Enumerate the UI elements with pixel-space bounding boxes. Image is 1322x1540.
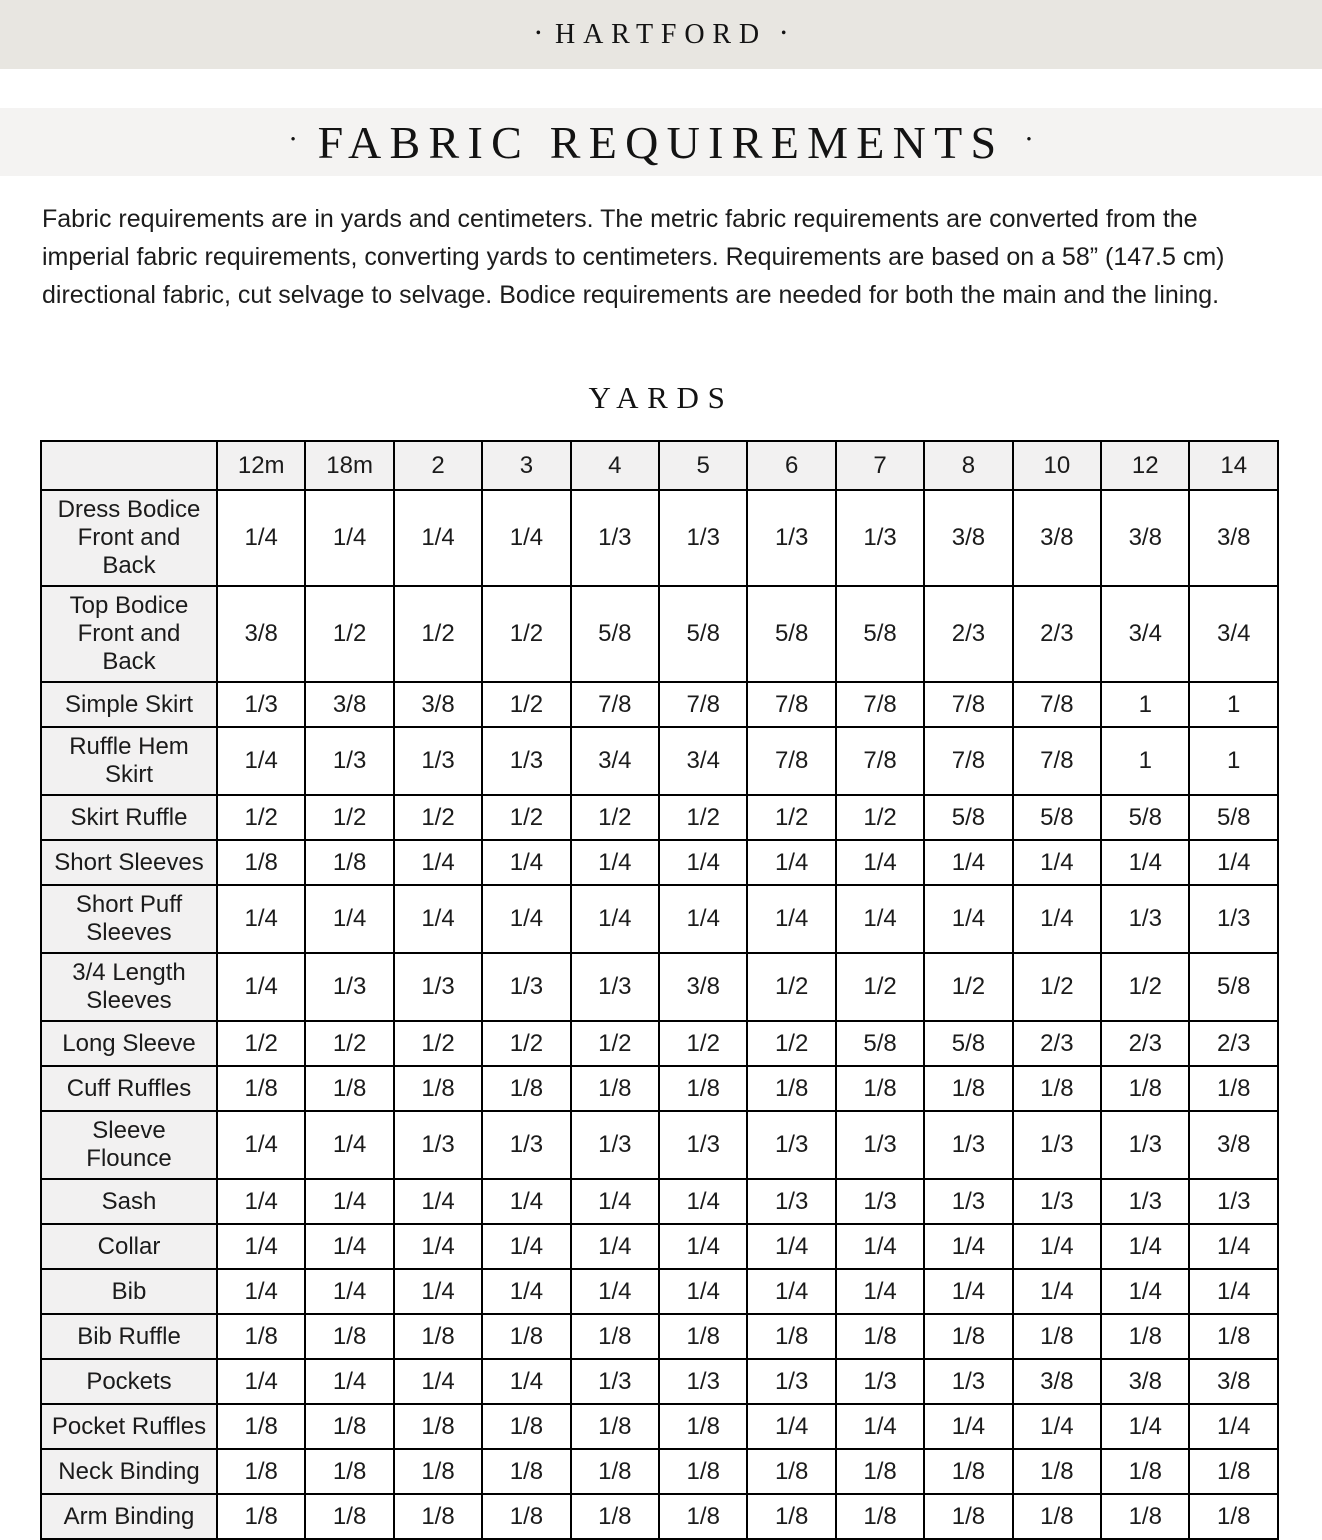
value-cell: 1/4 <box>482 1179 570 1224</box>
row-label-cell: Sleeve Flounce <box>41 1111 217 1179</box>
value-cell: 3/4 <box>1101 586 1189 682</box>
size-header-row <box>41 441 1278 490</box>
value-cell: 1/8 <box>747 1066 835 1111</box>
value-cell: 1/2 <box>482 1021 570 1066</box>
value-cell: 7/8 <box>571 682 659 727</box>
value-cell: 1/2 <box>482 682 570 727</box>
value-cell: 3/8 <box>394 682 482 727</box>
spacer <box>0 69 1322 108</box>
value-cell: 1/2 <box>571 1021 659 1066</box>
value-cell: 1/4 <box>1101 1224 1189 1269</box>
page-title-text: FABRIC REQUIREMENTS <box>317 116 1005 168</box>
value-cell: 1/3 <box>659 1111 747 1179</box>
value-cell: 1/8 <box>1101 1066 1189 1111</box>
value-cell: 1/3 <box>305 953 393 1021</box>
size-header-cell: 12m <box>217 441 305 490</box>
table-row <box>41 586 1278 682</box>
value-cell: 1/2 <box>747 1021 835 1066</box>
brand-name: HARTFORD <box>555 18 767 50</box>
value-cell: 1/2 <box>217 795 305 840</box>
value-cell: 1/8 <box>1189 1494 1278 1539</box>
value-cell: 1/8 <box>394 1066 482 1111</box>
value-cell: 3/8 <box>659 953 747 1021</box>
row-label-cell: Top Bodice Front and Back <box>41 586 217 682</box>
brand-title <box>536 19 787 51</box>
value-cell: 1/4 <box>305 1359 393 1404</box>
value-cell: 1/8 <box>1101 1314 1189 1359</box>
value-cell: 1/4 <box>836 1269 924 1314</box>
value-cell: 7/8 <box>836 727 924 795</box>
value-cell: 1/2 <box>482 586 570 682</box>
fabric-requirements-table <box>40 440 1279 1540</box>
value-cell: 1/8 <box>836 1066 924 1111</box>
value-cell: 1/4 <box>924 1224 1012 1269</box>
table-row <box>41 840 1278 885</box>
value-cell: 5/8 <box>1013 795 1101 840</box>
value-cell: 5/8 <box>836 586 924 682</box>
value-cell: 1/3 <box>836 1359 924 1404</box>
value-cell: 1/8 <box>217 1066 305 1111</box>
value-cell: 1/4 <box>1101 1269 1189 1314</box>
value-cell: 7/8 <box>747 727 835 795</box>
value-cell: 1/8 <box>217 1314 305 1359</box>
value-cell: 1/8 <box>571 1449 659 1494</box>
value-cell: 5/8 <box>1189 953 1278 1021</box>
value-cell: 1/4 <box>305 1269 393 1314</box>
row-label-cell: 3/4 Length Sleeves <box>41 953 217 1021</box>
value-cell: 5/8 <box>1101 795 1189 840</box>
value-cell: 1/8 <box>836 1314 924 1359</box>
value-cell: 1/3 <box>1101 1111 1189 1179</box>
value-cell: 3/4 <box>1189 586 1278 682</box>
value-cell: 7/8 <box>1013 727 1101 795</box>
value-cell: 3/8 <box>1101 490 1189 586</box>
value-cell: 1 <box>1101 682 1189 727</box>
value-cell: 1/2 <box>1101 953 1189 1021</box>
value-cell: 1/2 <box>659 1021 747 1066</box>
value-cell: 1/2 <box>1013 953 1101 1021</box>
value-cell: 1/2 <box>836 795 924 840</box>
value-cell: 1/4 <box>394 1269 482 1314</box>
value-cell: 1/8 <box>747 1449 835 1494</box>
value-cell: 1/4 <box>482 1359 570 1404</box>
value-cell: 1/4 <box>305 1224 393 1269</box>
value-cell: 1/3 <box>1013 1179 1101 1224</box>
value-cell: 1/4 <box>1013 1269 1101 1314</box>
value-cell: 1/2 <box>394 795 482 840</box>
value-cell: 1/4 <box>836 840 924 885</box>
value-cell: 1/4 <box>571 1224 659 1269</box>
value-cell: 1/8 <box>571 1314 659 1359</box>
value-cell: 1/3 <box>924 1179 1012 1224</box>
value-cell: 1/4 <box>482 1224 570 1269</box>
value-cell: 1/3 <box>747 490 835 586</box>
value-cell: 7/8 <box>924 682 1012 727</box>
value-cell: 1/4 <box>1013 1404 1101 1449</box>
value-cell: 1/3 <box>924 1359 1012 1404</box>
value-cell: 3/8 <box>1101 1359 1189 1404</box>
value-cell: 1/4 <box>571 1269 659 1314</box>
bullet-icon: • <box>780 24 787 42</box>
value-cell: 1/4 <box>1189 1224 1278 1269</box>
value-cell: 1/8 <box>1189 1449 1278 1494</box>
value-cell: 1/2 <box>305 795 393 840</box>
value-cell: 3/8 <box>1189 490 1278 586</box>
value-cell: 1/2 <box>482 795 570 840</box>
value-cell: 3/8 <box>1013 1359 1101 1404</box>
value-cell: 1/8 <box>747 1314 835 1359</box>
value-cell: 1/8 <box>394 1449 482 1494</box>
value-cell: 1/8 <box>659 1314 747 1359</box>
value-cell: 1/2 <box>747 795 835 840</box>
table-title: YARDS <box>588 380 734 415</box>
value-cell: 1/8 <box>924 1066 1012 1111</box>
value-cell: 2/3 <box>1189 1021 1278 1066</box>
value-cell: 1/8 <box>394 1494 482 1539</box>
size-header-cell: 5 <box>659 441 747 490</box>
value-cell: 1/3 <box>394 1111 482 1179</box>
value-cell: 1/4 <box>1101 1404 1189 1449</box>
value-cell: 1/8 <box>217 840 305 885</box>
table-row <box>41 1269 1278 1314</box>
table-row <box>41 1066 1278 1111</box>
value-cell: 1/8 <box>924 1449 1012 1494</box>
value-cell: 1/3 <box>747 1179 835 1224</box>
value-cell: 1/8 <box>217 1449 305 1494</box>
row-label-cell: Pockets <box>41 1359 217 1404</box>
value-cell: 1/4 <box>217 727 305 795</box>
value-cell: 7/8 <box>659 682 747 727</box>
value-cell: 1/3 <box>482 727 570 795</box>
value-cell: 1/2 <box>836 953 924 1021</box>
row-label-cell: Sash <box>41 1179 217 1224</box>
row-label-cell: Skirt Ruffle <box>41 795 217 840</box>
value-cell: 3/8 <box>305 682 393 727</box>
value-cell: 3/8 <box>217 586 305 682</box>
value-cell: 1/8 <box>659 1404 747 1449</box>
value-cell: 1/8 <box>571 1066 659 1111</box>
value-cell: 1/3 <box>482 953 570 1021</box>
value-cell: 1/3 <box>836 1111 924 1179</box>
value-cell: 1/8 <box>305 1404 393 1449</box>
value-cell: 1/8 <box>1013 1314 1101 1359</box>
value-cell: 1/4 <box>217 1111 305 1179</box>
value-cell: 1/4 <box>924 885 1012 953</box>
value-cell: 1/4 <box>305 1179 393 1224</box>
value-cell: 1/4 <box>1189 1404 1278 1449</box>
value-cell: 3/4 <box>571 727 659 795</box>
size-header-cell: 2 <box>394 441 482 490</box>
value-cell: 1/8 <box>659 1494 747 1539</box>
value-cell: 1/4 <box>217 1179 305 1224</box>
table-row <box>41 1314 1278 1359</box>
value-cell: 1/8 <box>924 1314 1012 1359</box>
value-cell: 3/8 <box>924 490 1012 586</box>
table-row <box>41 1404 1278 1449</box>
fabric-requirements-table-wrap <box>40 440 1282 1540</box>
value-cell: 1/3 <box>1189 1179 1278 1224</box>
value-cell: 1/3 <box>924 1111 1012 1179</box>
row-label-cell: Pocket Ruffles <box>41 1404 217 1449</box>
value-cell: 1/2 <box>217 1021 305 1066</box>
value-cell: 1/4 <box>394 1224 482 1269</box>
value-cell: 1/3 <box>571 1359 659 1404</box>
table-row <box>41 795 1278 840</box>
row-label-cell: Short Sleeves <box>41 840 217 885</box>
value-cell: 1/8 <box>482 1449 570 1494</box>
table-row <box>41 490 1278 586</box>
value-cell: 1/4 <box>217 885 305 953</box>
value-cell: 7/8 <box>747 682 835 727</box>
value-cell: 1/4 <box>571 885 659 953</box>
size-header-cell: 3 <box>482 441 570 490</box>
value-cell: 2/3 <box>1013 1021 1101 1066</box>
value-cell: 1/4 <box>305 1111 393 1179</box>
table-row <box>41 1449 1278 1494</box>
value-cell: 1/8 <box>1013 1066 1101 1111</box>
value-cell: 1 <box>1101 727 1189 795</box>
corner-header-cell <box>41 441 217 490</box>
value-cell: 5/8 <box>571 586 659 682</box>
value-cell: 1/3 <box>394 953 482 1021</box>
value-cell: 2/3 <box>924 586 1012 682</box>
value-cell: 1/4 <box>305 490 393 586</box>
value-cell: 1/4 <box>747 1404 835 1449</box>
value-cell: 1/4 <box>482 490 570 586</box>
value-cell: 1/8 <box>482 1066 570 1111</box>
value-cell: 1/8 <box>217 1404 305 1449</box>
value-cell: 1/4 <box>659 885 747 953</box>
value-cell: 1/2 <box>394 1021 482 1066</box>
page-title <box>290 116 1031 169</box>
value-cell: 1/3 <box>1189 885 1278 953</box>
value-cell: 1/4 <box>659 1269 747 1314</box>
table-row <box>41 1224 1278 1269</box>
value-cell: 1/4 <box>836 1224 924 1269</box>
value-cell: 1/3 <box>836 1179 924 1224</box>
value-cell: 5/8 <box>747 586 835 682</box>
bullet-icon: • <box>290 131 296 148</box>
value-cell: 1/4 <box>747 1224 835 1269</box>
value-cell: 1/4 <box>747 840 835 885</box>
table-row <box>41 953 1278 1021</box>
value-cell: 1/4 <box>394 1179 482 1224</box>
value-cell: 1/8 <box>305 840 393 885</box>
value-cell: 1/8 <box>482 1494 570 1539</box>
value-cell: 1/4 <box>482 1269 570 1314</box>
value-cell: 5/8 <box>659 586 747 682</box>
row-label-cell: Ruffle Hem Skirt <box>41 727 217 795</box>
value-cell: 1/8 <box>1013 1494 1101 1539</box>
value-cell: 1/8 <box>1013 1449 1101 1494</box>
value-cell: 1/8 <box>836 1494 924 1539</box>
size-header-cell: 8 <box>924 441 1012 490</box>
value-cell: 1/4 <box>394 1359 482 1404</box>
value-cell: 1 <box>1189 682 1278 727</box>
row-label-cell: Short Puff Sleeves <box>41 885 217 953</box>
row-label-cell: Arm Binding <box>41 1494 217 1539</box>
value-cell: 1/8 <box>924 1494 1012 1539</box>
value-cell: 1/4 <box>394 490 482 586</box>
size-header-cell: 6 <box>747 441 835 490</box>
size-header-cell: 10 <box>1013 441 1101 490</box>
size-header-cell: 4 <box>571 441 659 490</box>
row-label-cell: Cuff Ruffles <box>41 1066 217 1111</box>
brand-band <box>0 0 1322 69</box>
value-cell: 1/3 <box>836 490 924 586</box>
value-cell: 1/8 <box>659 1066 747 1111</box>
row-label-cell: Neck Binding <box>41 1449 217 1494</box>
value-cell: 1/4 <box>1189 1269 1278 1314</box>
value-cell: 1/4 <box>1101 840 1189 885</box>
value-cell: 1/3 <box>571 1111 659 1179</box>
value-cell: 1/2 <box>747 953 835 1021</box>
value-cell: 1/3 <box>1013 1111 1101 1179</box>
size-header-cell: 14 <box>1189 441 1278 490</box>
value-cell: 1/8 <box>394 1404 482 1449</box>
value-cell: 1/2 <box>305 1021 393 1066</box>
value-cell: 1/4 <box>305 885 393 953</box>
value-cell: 1/8 <box>482 1404 570 1449</box>
size-header-cell: 18m <box>305 441 393 490</box>
value-cell: 1 <box>1189 727 1278 795</box>
value-cell: 1/4 <box>1013 840 1101 885</box>
value-cell: 1/8 <box>1101 1494 1189 1539</box>
table-row <box>41 1111 1278 1179</box>
table-row <box>41 1359 1278 1404</box>
row-label-cell: Dress Bodice Front and Back <box>41 490 217 586</box>
value-cell: 3/4 <box>659 727 747 795</box>
value-cell: 1/4 <box>217 1269 305 1314</box>
size-header-cell: 7 <box>836 441 924 490</box>
value-cell: 5/8 <box>836 1021 924 1066</box>
value-cell: 1/4 <box>217 1224 305 1269</box>
value-cell: 1/3 <box>305 727 393 795</box>
value-cell: 2/3 <box>1013 586 1101 682</box>
value-cell: 1/3 <box>394 727 482 795</box>
value-cell: 5/8 <box>1189 795 1278 840</box>
value-cell: 1/2 <box>394 586 482 682</box>
section-title-band <box>0 108 1322 176</box>
value-cell: 1/2 <box>659 795 747 840</box>
value-cell: 1/8 <box>1189 1314 1278 1359</box>
value-cell: 1/3 <box>571 490 659 586</box>
value-cell: 1/4 <box>571 840 659 885</box>
value-cell: 1/8 <box>747 1494 835 1539</box>
bullet-icon: • <box>1026 131 1032 148</box>
table-row <box>41 682 1278 727</box>
value-cell: 1/3 <box>1101 1179 1189 1224</box>
value-cell: 1/3 <box>747 1359 835 1404</box>
value-cell: 1/3 <box>217 682 305 727</box>
value-cell: 1/4 <box>747 885 835 953</box>
value-cell: 1/8 <box>305 1066 393 1111</box>
value-cell: 7/8 <box>836 682 924 727</box>
value-cell: 1/4 <box>1013 1224 1101 1269</box>
value-cell: 1/3 <box>571 953 659 1021</box>
value-cell: 1/4 <box>747 1269 835 1314</box>
value-cell: 1/4 <box>924 840 1012 885</box>
value-cell: 7/8 <box>924 727 1012 795</box>
value-cell: 1/8 <box>482 1314 570 1359</box>
value-cell: 1/4 <box>659 840 747 885</box>
value-cell: 1/2 <box>305 586 393 682</box>
value-cell: 1/4 <box>924 1404 1012 1449</box>
value-cell: 1/4 <box>659 1179 747 1224</box>
value-cell: 1/3 <box>659 1359 747 1404</box>
value-cell: 1/4 <box>836 1404 924 1449</box>
value-cell: 5/8 <box>924 1021 1012 1066</box>
table-row <box>41 1179 1278 1224</box>
value-cell: 3/8 <box>1189 1111 1278 1179</box>
value-cell: 1/2 <box>924 953 1012 1021</box>
value-cell: 1/4 <box>482 840 570 885</box>
value-cell: 1/8 <box>394 1314 482 1359</box>
bullet-icon: • <box>535 24 542 42</box>
value-cell: 1/8 <box>571 1404 659 1449</box>
value-cell: 1/8 <box>305 1314 393 1359</box>
value-cell: 1/4 <box>659 1224 747 1269</box>
value-cell: 1/2 <box>571 795 659 840</box>
value-cell: 1/8 <box>217 1494 305 1539</box>
row-label-cell: Bib Ruffle <box>41 1314 217 1359</box>
value-cell: 1/3 <box>1101 885 1189 953</box>
table-row <box>41 885 1278 953</box>
value-cell: 1/4 <box>1013 885 1101 953</box>
value-cell: 1/4 <box>217 953 305 1021</box>
value-cell: 1/4 <box>394 840 482 885</box>
value-cell: 1/4 <box>836 885 924 953</box>
row-label-cell: Simple Skirt <box>41 682 217 727</box>
value-cell: 1/3 <box>747 1111 835 1179</box>
value-cell: 1/8 <box>305 1449 393 1494</box>
table-row <box>41 1494 1278 1539</box>
table-row <box>41 1021 1278 1066</box>
value-cell: 1/8 <box>305 1494 393 1539</box>
value-cell: 3/8 <box>1189 1359 1278 1404</box>
value-cell: 1/4 <box>571 1179 659 1224</box>
value-cell: 1/3 <box>659 490 747 586</box>
row-label-cell: Collar <box>41 1224 217 1269</box>
value-cell: 7/8 <box>1013 682 1101 727</box>
intro-paragraph: Fabric requirements are in yards and centimeters. The metric fabric requirements are converted from the imperial fabric requirements, converting yards to centimeters. Requirements are based on a 58” (147.5 cm) directional fabric, cut selvage to selvage. Bodice requirements are needed for both the main and the lining. <box>42 205 1225 309</box>
value-cell: 1/3 <box>482 1111 570 1179</box>
value-cell: 1/4 <box>924 1269 1012 1314</box>
value-cell: 2/3 <box>1101 1021 1189 1066</box>
value-cell: 1/4 <box>217 490 305 586</box>
value-cell: 1/4 <box>482 885 570 953</box>
row-label-cell: Bib <box>41 1269 217 1314</box>
table-row <box>41 727 1278 795</box>
value-cell: 1/4 <box>217 1359 305 1404</box>
value-cell: 1/8 <box>571 1494 659 1539</box>
value-cell: 1/8 <box>1189 1066 1278 1111</box>
value-cell: 1/8 <box>836 1449 924 1494</box>
value-cell: 1/8 <box>1101 1449 1189 1494</box>
value-cell: 5/8 <box>924 795 1012 840</box>
value-cell: 3/8 <box>1013 490 1101 586</box>
value-cell: 1/4 <box>394 885 482 953</box>
value-cell: 1/8 <box>659 1449 747 1494</box>
row-label-cell: Long Sleeve <box>41 1021 217 1066</box>
size-header-cell: 12 <box>1101 441 1189 490</box>
value-cell: 1/4 <box>1189 840 1278 885</box>
